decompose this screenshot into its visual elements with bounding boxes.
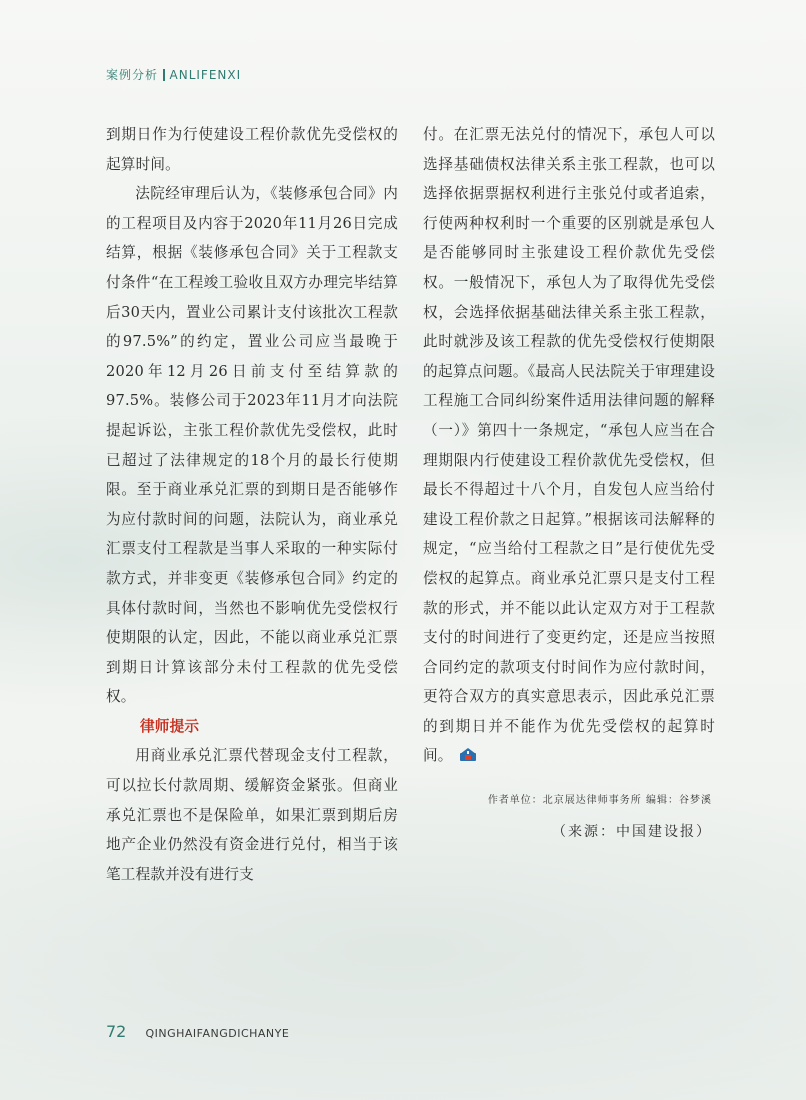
end-mark-logo-icon [459,748,477,762]
source-note: （来源：中国建设报） [552,824,712,841]
author-credit: 作者单位：北京展达律师事务所 编辑：谷梦溪 [487,795,712,807]
right-column [423,120,715,843]
paragraph: 用商业承兑汇票代替现金支付工程款，可以拉长付款周期、缓解资金紧张。但商业承兑汇票也不是保险单，如果汇票到期后房地产企业仍然没有资金进行兑付，相当于该笔工程款并没有进行支 [106,747,398,883]
paragraph [423,120,715,771]
lawyer-tip-heading: 律师提示 [140,717,200,735]
left-column [106,120,398,889]
section-title: 案例分析 [106,68,159,82]
page-footer [106,1022,289,1041]
page-number: 72 [106,1022,127,1041]
header-divider [163,69,165,81]
magazine-name: QINGHAIFANGDICHANYE [145,1027,290,1040]
section-header [106,66,241,83]
paragraph-text: 付。在汇票无法兑付的情况下，承包人可以选择基础债权法律关系主张工程款，也可以选择依据票据权利进行主张兑付或者追索，行使两种权利时一个重要的区别就是承包人是否能够同时主张建设工程价款优先受偿权。一般情况下，承包人为了取得优先受偿权，会选择依据基础法律关系主张工程款，此时就涉及该工程款的优先受偿权行使期限的起算点问题。《最高人民法院关于审理建设工程施工合同纠纷案件适用法律问题的解释（一）》第四十一条规定，“承包人应当在合理期限内行使建设工程价款优先受偿权，但最长不得超过十八个月，自发包人应当给付建设工程价款之日起算。”根据该司法解释的规定，“应当给付工程款之日”是行使优先受偿权的起算点。商业承兑汇票只是支付工程款的形式，并不能以此认定双方对于工程款支付的时间进行了变更约定，还是应当按照合同约定的款项支付时间作为应付款时间，更符合双方的真实意思表示，因此承兑汇票的到期日并不能作为优先受偿权的起算时间。 [423,126,715,765]
paragraph: 到期日作为行使建设工程价款优先受偿权的起算时间。 [106,126,398,173]
section-title-pinyin: ANLIFENXI [169,68,242,82]
paragraph: 法院经审理后认为，《装修承包合同》内的工程项目及内容于2020年11月26日完成结算，根据《装修承包合同》关于工程款支付条件“在工程竣工验收且双方办理完毕结算后30天内，置业公司累计支付该批次工程款的97.5%”的约定，置业公司应当最晚于2020年12月26日前支付至结算款的97.5%。装修公司于2023年11月才向法院提起诉讼，主张工程价款优先受偿权，此时已超过了法律规定的18个月的最长行使期限。至于商业承兑汇票的到期日是否能够作为应付款时间的问题，法院认为，商业承兑汇票支付工程款是当事人采取的一种实际付款方式，并非变更《装修承包合同》约定的具体付款时间，当然也不影响优先受偿权行使期限的认定，因此，不能以商业承兑汇票到期日计算该部分未付工程款的优先受偿权。 [106,185,398,706]
